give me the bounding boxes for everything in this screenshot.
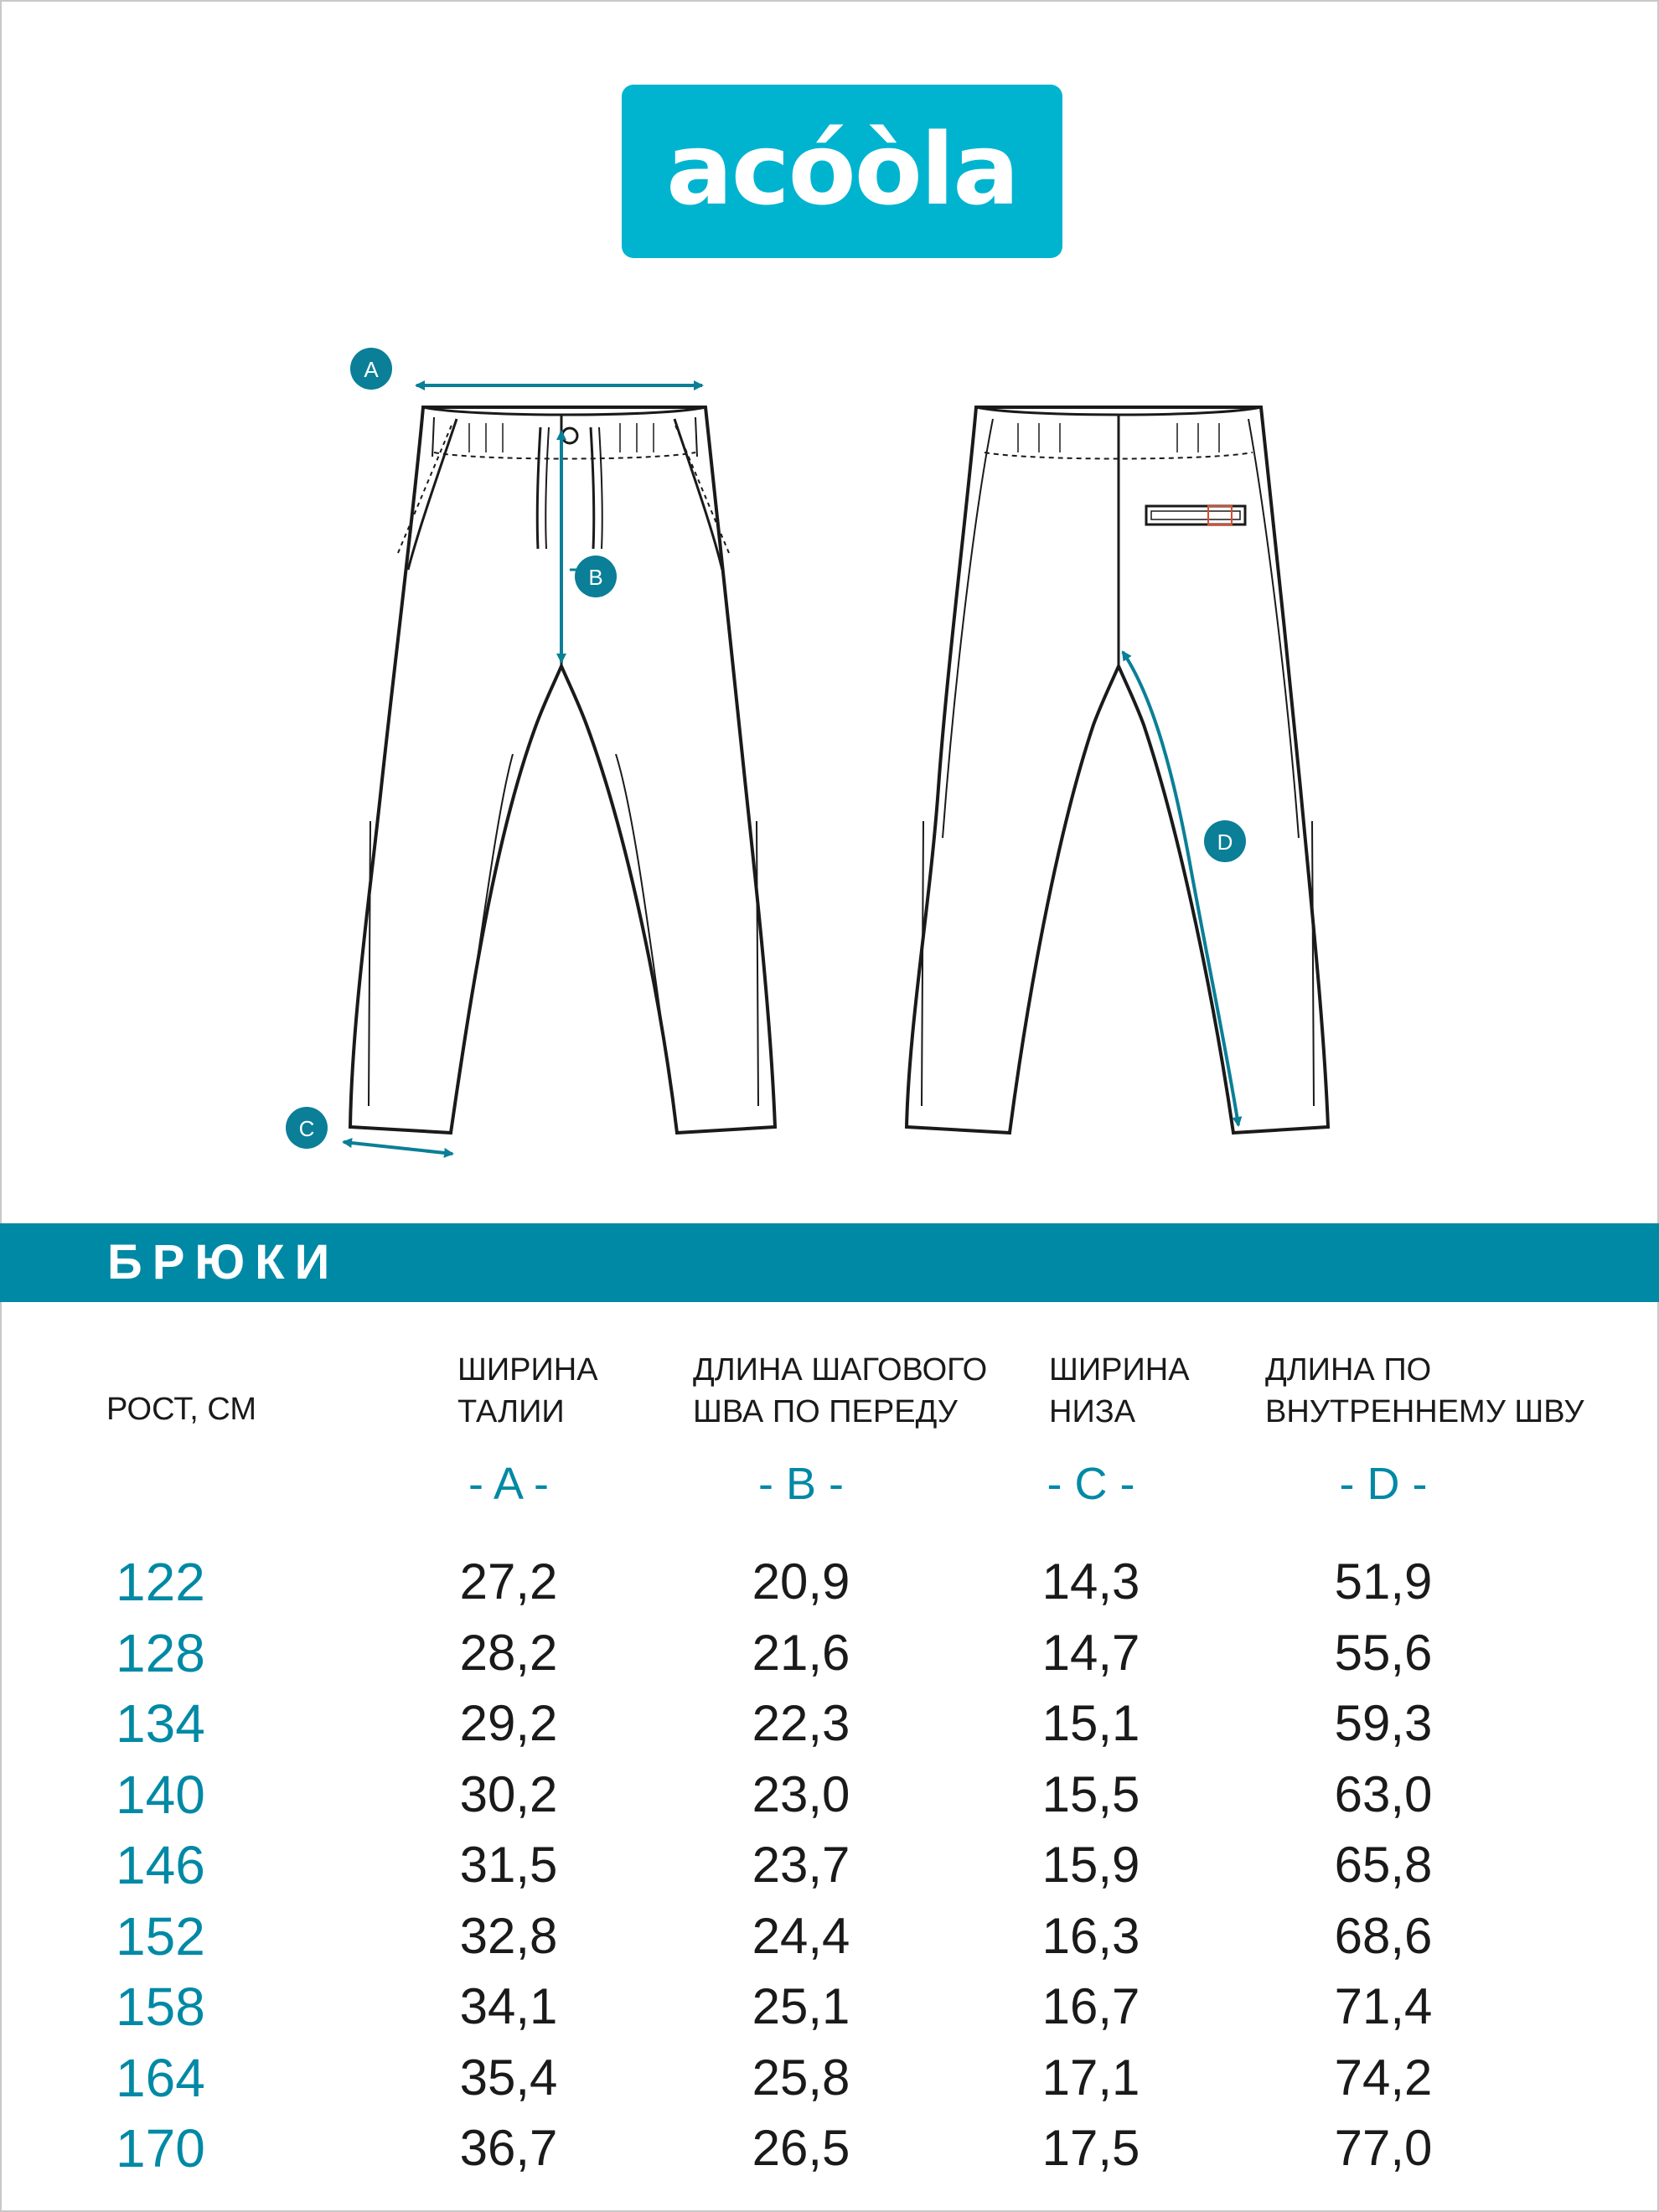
front-rise-value: 25,1 [752,1978,850,2034]
front-rise-value: 22,3 [752,1695,850,1751]
arrow-c [344,1142,452,1154]
col-d-line2: ВНУТРЕННЕМУ ШВУ [1265,1394,1584,1429]
height-value: 146 [116,1835,205,1895]
section-title: БРЮКИ [107,1235,340,1289]
col-b-line1: ДЛИНА ШАГОВОГО [693,1352,988,1388]
marker-c-badge [286,1107,328,1149]
marker-a: A [364,357,379,382]
height-value: 128 [116,1622,205,1683]
waist-width-value: 27,2 [459,1553,558,1610]
front-rise-value: 20,9 [752,1553,850,1610]
waist-width-value: 34,1 [459,1978,558,2034]
front-rise-value: 25,8 [752,2049,850,2106]
front-rise-value: 23,7 [752,1837,850,1893]
front-rise-value: 26,5 [752,2120,850,2176]
marker-d-badge [1204,820,1246,862]
hem-width-value: 17,5 [1041,2120,1140,2176]
hem-width-value: 14,7 [1041,1624,1140,1681]
front-rise-value: 24,4 [752,1907,850,1964]
front-rise-value: 21,6 [752,1624,850,1681]
hem-width-value: 17,1 [1041,2049,1140,2106]
col-d-letter: - D - [1339,1459,1428,1509]
col-d-line1: ДЛИНА ПО [1265,1352,1432,1388]
hem-width-value: 14,3 [1041,1553,1140,1610]
waist-width-value: 35,4 [459,2049,558,2106]
inseam-value: 71,4 [1334,1978,1433,2034]
table-row [0,1688,1659,1760]
inseam-value: 74,2 [1334,2049,1433,2106]
height-value: 140 [116,1764,205,1825]
pants-diagram [0,318,1659,1181]
hem-width-value: 16,7 [1041,1978,1140,2034]
height-value: 158 [116,1977,205,2037]
marker-c: C [298,1116,315,1141]
waist-width-value: 31,5 [459,1837,558,1893]
section-banner [0,1223,1659,1302]
height-value: 170 [116,2118,205,2178]
hem-width-value: 16,3 [1041,1907,1140,1964]
marker-b: B [588,565,603,590]
marker-a-badge [350,348,392,390]
waist-width-value: 29,2 [459,1695,558,1751]
table-row [0,1618,1659,1689]
hem-width-value: 15,5 [1041,1765,1140,1822]
inseam-value: 55,6 [1334,1624,1433,1681]
front-rise-value: 23,0 [752,1765,850,1822]
hem-width-value: 15,1 [1041,1695,1140,1751]
col-a-letter: - A - [468,1459,550,1509]
col-c-line2: НИЗА [1049,1394,1136,1429]
col-a-line1: ШИРИНА [457,1352,598,1388]
hem-width-value: 15,9 [1041,1837,1140,1893]
height-value: 122 [116,1552,205,1612]
waist-width-value: 30,2 [459,1765,558,1822]
waist-width-value: 32,8 [459,1907,558,1964]
height-value: 164 [116,2047,205,2108]
marker-b-badge [575,556,617,597]
table-row [0,1972,1659,2043]
inseam-value: 65,8 [1334,1837,1433,1893]
table-row [0,1760,1659,1831]
height-value: 134 [116,1693,205,1754]
waist-width-value: 36,7 [459,2120,558,2176]
table-row [0,1547,1659,1618]
col-c-letter: - C - [1047,1459,1135,1509]
table-row [0,2043,1659,2114]
col-b-line2: ШВА ПО ПЕРЕДУ [693,1394,958,1429]
col-b-letter: - B - [758,1459,844,1509]
brand-logo [622,85,1062,258]
table-row [0,2113,1659,2184]
logo-text: acóòla [666,111,1018,227]
col-a-line2: ТАЛИИ [457,1394,565,1429]
size-table [0,1547,1659,2184]
col-c-line1: ШИРИНА [1049,1352,1190,1388]
pants-back-view [907,407,1328,1133]
height-value: 152 [116,1905,205,1967]
waist-width-value: 28,2 [459,1624,558,1681]
table-row [0,1901,1659,1972]
inseam-value: 77,0 [1334,2120,1433,2176]
inseam-value: 63,0 [1334,1765,1433,1822]
table-row [0,1830,1659,1901]
height-header: РОСТ, СМ [106,1392,257,1427]
inseam-value: 68,6 [1334,1907,1433,1964]
inseam-value: 59,3 [1334,1695,1433,1751]
marker-d: D [1217,830,1233,855]
inseam-value: 51,9 [1334,1553,1433,1610]
